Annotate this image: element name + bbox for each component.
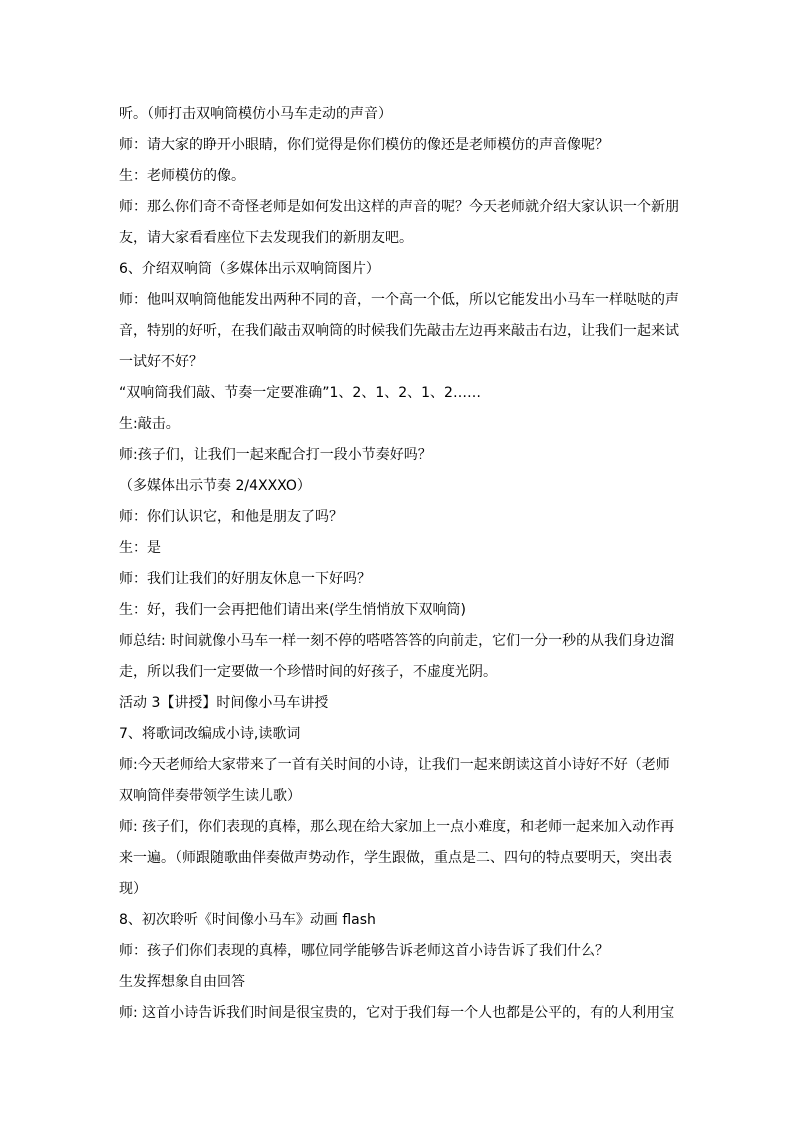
text-line: 现）: [119, 881, 147, 897]
text-line: 音，特别的好听，在我们敲击双响筒的时候我们先敲击左边再来敲击右边，让我们一起来试: [119, 323, 679, 339]
text-line: （多媒体出示节奏 2/4XXXO）: [119, 478, 311, 494]
text-line: 师:孩子们，让我们一起来配合打一段小节奏好吗？: [119, 447, 432, 463]
text-line: 师: 这首小诗告诉我们时间是很宝贵的，它对于我们每一个人也都是公平的，有的人利用宝: [119, 1005, 675, 1021]
text-line: 生：老师模仿的像。: [119, 168, 245, 184]
text-line: 生发挥想象自由回答: [119, 974, 245, 990]
text-line: 一试好不好？: [119, 354, 203, 370]
section-heading: 8、初次聆听《时间像小马车》动画 flash: [119, 912, 376, 928]
text-line: 生：好，我们一会再把他们请出来(学生悄悄放下双响筒): [119, 602, 466, 618]
document-body: [119, 99, 679, 1029]
section-heading: 7、将歌词改编成小诗,读歌词: [119, 726, 301, 742]
text-line: “双响筒我们敲、节奏一定要准确”1、2、1、2、1、2……: [119, 385, 481, 401]
text-line: 师：孩子们你们表现的真棒，哪位同学能够告诉老师这首小诗告诉了我们什么？: [119, 943, 609, 959]
text-line: 师：请大家的睁开小眼睛，你们觉得是你们模仿的像还是老师模仿的声音像呢？: [119, 137, 609, 153]
text-line: 师总结: 时间就像小马车一样一刻不停的嗒嗒答答的向前走，它们一分一秒的从我们身边溜: [119, 633, 675, 649]
text-line: 师：他叫双响筒他能发出两种不同的音，一个高一个低，所以它能发出小马车一样哒哒的声: [119, 292, 679, 308]
section-heading: 6、介绍双响筒（多媒体出示双响筒图片）: [119, 261, 380, 277]
text-line: 师：那么你们奇不奇怪老师是如何发出这样的声音的呢？今天老师就介绍大家认识一个新朋: [119, 199, 679, 215]
text-line: 生：是: [119, 540, 161, 556]
text-line: 友，请大家看看座位下去发现我们的新朋友吧。: [119, 230, 413, 246]
text-line: 师: 孩子们，你们表现的真棒，那么现在给大家加上一点小难度，和老师一起来加入动作再: [119, 819, 675, 835]
section-heading: 活动 3【讲授】时间像小马车讲授: [119, 695, 329, 711]
text-line: 走，所以我们一定要做一个珍惜时间的好孩子，不虚度光阴。: [119, 664, 497, 680]
text-line: 生:敲击。: [119, 416, 180, 432]
text-line: 双响筒伴奏带领学生读儿歌）: [119, 788, 301, 804]
text-line: 师：我们让我们的好朋友休息一下好吗？: [119, 571, 371, 587]
text-line: 师：你们认识它，和他是朋友了吗？: [119, 509, 343, 525]
text-line: 来一遍。（师跟随歌曲伴奏做声势动作，学生跟做，重点是二、四句的特点要明天，突出表: [119, 850, 672, 866]
text-line: 师:今天老师给大家带来了一首有关时间的小诗，让我们一起来朗读这首小诗好不好（老师: [119, 757, 670, 773]
text-line: 听。（师打击双响筒模仿小马车走动的声音）: [119, 106, 392, 122]
